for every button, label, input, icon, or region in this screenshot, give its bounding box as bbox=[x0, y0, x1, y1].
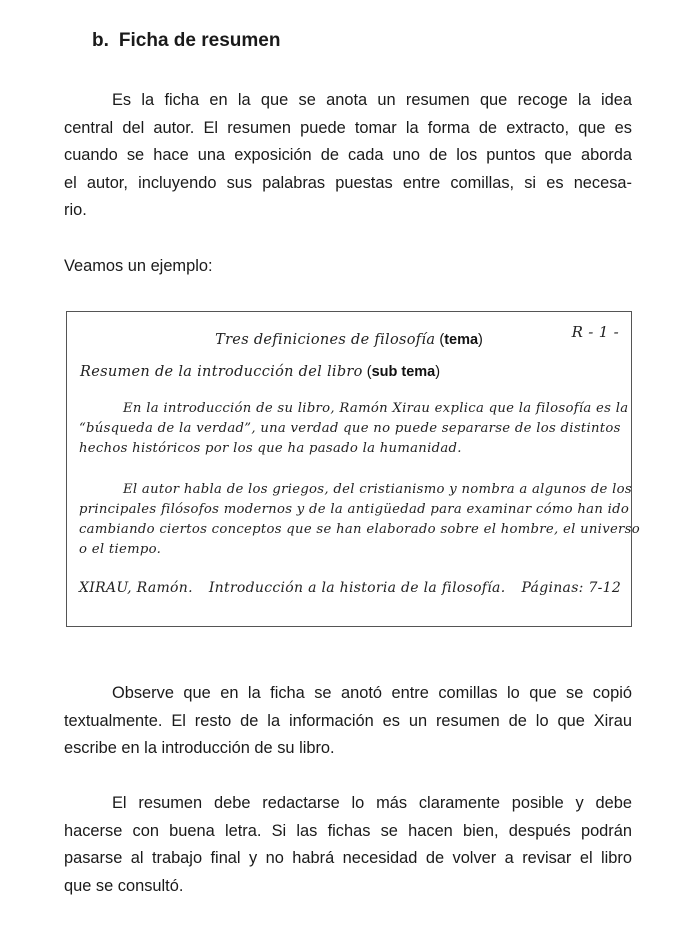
card-title-text: Tres definiciones de filosofía bbox=[215, 332, 436, 348]
card-line: o el tiempo. bbox=[79, 542, 162, 557]
example-intro: Veamos un ejemplo: bbox=[64, 257, 213, 275]
observe-line: Observe que en la ficha se anotó entre comillas lo que se copió bbox=[112, 684, 632, 702]
ref-title: Introducción a la historia de la filosofía. bbox=[208, 580, 506, 596]
observe-line: escribe en la introducción de su libro. bbox=[64, 739, 335, 758]
card-id: R - 1 - bbox=[571, 323, 619, 341]
summary-paragraph bbox=[64, 790, 632, 900]
summary-line: pasarse al trabajo final y no habrá necesidad de volver a revisar el libro bbox=[64, 849, 632, 868]
intro-line: cuando se hace una exposición de cada uno de los puntos que aborda bbox=[64, 146, 632, 165]
card-line: El autor habla de los griegos, del cristianismo y nombra a algunos de los bbox=[123, 482, 632, 497]
card-subtitle: Resumen de la introducción del libro (sub tema) bbox=[80, 364, 441, 380]
intro-line: el autor, incluyendo sus palabras puestas entre comillas, si es necesa- bbox=[64, 173, 632, 192]
summary-line: hacerse con buena letra. Si las fichas se hacen bien, después podrán bbox=[64, 821, 632, 840]
intro-paragraph bbox=[64, 87, 632, 225]
card-paragraph-1 bbox=[79, 399, 629, 459]
observe-line: textualmente. El resto de la información es un resumen de lo que Xirau bbox=[64, 711, 632, 730]
card-title-note: tema bbox=[444, 332, 479, 348]
card-line: principales filósofos modernos y de la antigüedad para examinar cómo han ido bbox=[79, 502, 630, 517]
summary-line: que se consultó. bbox=[64, 876, 184, 895]
card-title: Tres definiciones de filosofía (tema) bbox=[215, 332, 483, 348]
section-number: b. bbox=[92, 30, 109, 51]
ref-author: XIRAU, Ramón. bbox=[79, 580, 193, 596]
summary-card bbox=[66, 311, 640, 627]
observe-paragraph bbox=[64, 680, 632, 763]
card-subtitle-text: Resumen de la introducción del libro bbox=[80, 364, 363, 380]
card-line: En la introducción de su libro, Ramón Xirau explica que la filosofía es la bbox=[123, 401, 629, 416]
card-paragraph-2 bbox=[79, 480, 640, 560]
section-heading bbox=[92, 30, 280, 52]
intro-line: Es la ficha en la que se anota un resumen que recoge la idea bbox=[112, 91, 632, 109]
summary-line: El resumen debe redactarse lo más claramente posible y debe bbox=[112, 794, 632, 812]
card-reference bbox=[79, 580, 637, 596]
card-line: “búsqueda de la verdad”, una verdad que no puede separarse de los distintos bbox=[79, 421, 621, 436]
card-subtitle-note: sub tema bbox=[371, 364, 436, 380]
intro-line: rio. bbox=[64, 201, 87, 220]
ref-pages: Páginas: 7-12 bbox=[521, 580, 622, 596]
section-title: Ficha de resumen bbox=[118, 30, 281, 51]
intro-line: central del autor. El resumen puede tomar la forma de extracto, que es bbox=[64, 118, 632, 137]
card-line: hechos históricos por los que ha pasado la humanidad. bbox=[79, 441, 462, 456]
card-line: cambiando ciertos conceptos que se han elaborado sobre el hombre, el universo bbox=[79, 522, 640, 537]
